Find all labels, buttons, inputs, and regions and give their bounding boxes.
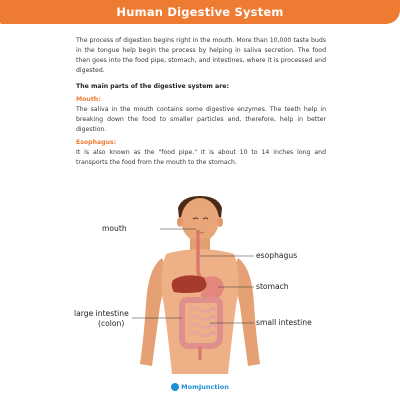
label-large-intestine: large intestine	[74, 309, 129, 318]
parts-subtitle: The main parts of the digestive system are:	[76, 83, 229, 90]
liver-organ	[172, 275, 207, 293]
header-banner	[0, 0, 400, 24]
logo-text: MomJunction	[181, 383, 229, 391]
right-ear	[217, 217, 223, 227]
logo-icon	[171, 383, 179, 391]
esophagus-term: Esophagus:	[76, 139, 117, 146]
label-mouth: mouth	[102, 224, 127, 233]
body-figure-svg	[60, 196, 340, 374]
text-content	[76, 36, 326, 171]
esophagus-description: It is also known as the "food pipe." It is about 10 to 14 inches long and transports the food from the mouth to the stomach.	[76, 149, 326, 166]
left-ear	[177, 217, 183, 227]
label-colon: (colon)	[98, 319, 125, 328]
digestive-system-illustration	[60, 196, 340, 374]
footer-logo	[0, 380, 400, 394]
head-shape	[181, 198, 219, 242]
label-esophagus: esophagus	[256, 251, 298, 260]
mouth-term: Mouth:	[76, 96, 101, 103]
label-stomach: stomach	[256, 282, 289, 291]
mouth-description: The saliva in the mouth contains some digestive enzymes. The teeth help in breaking down the food to smaller particles and, therefore, help in better digestion.	[76, 106, 326, 133]
intro-paragraph: The process of digestion begins right in the mouth. More than 10,000 taste buds in the tongue help begin the process by helping in saliva secretion. The food then goes into the food pipe, stomach, and intestines, where it is processed and digested.	[76, 37, 326, 74]
page-title: Human Digestive System	[116, 5, 284, 19]
label-small-intestine: small intestine	[256, 318, 312, 327]
